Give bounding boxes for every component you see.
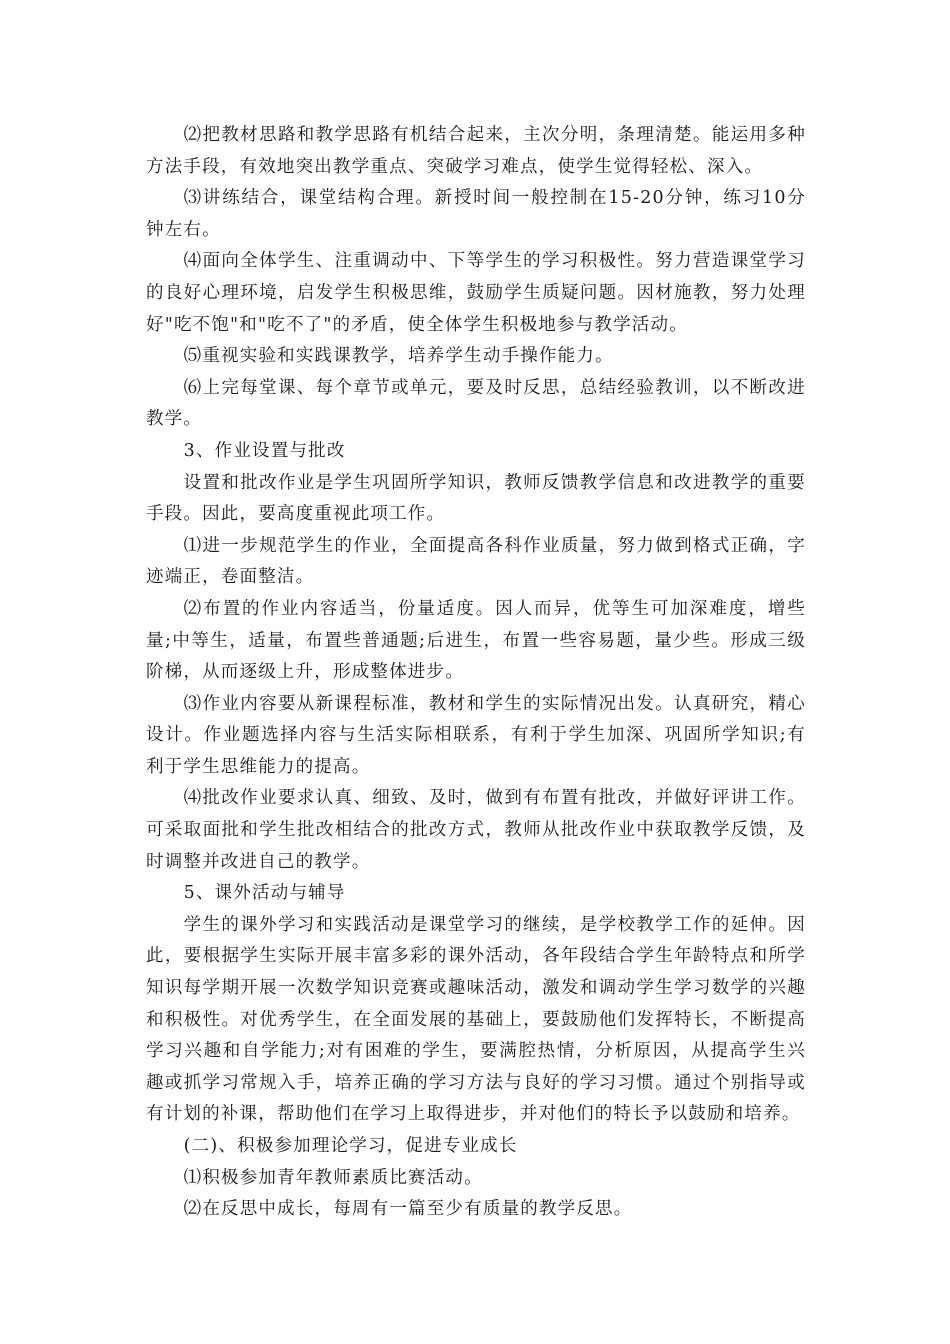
paragraph-homework-grading: ⑷批改作业要求认真、细致、及时，做到有布置有批改，并做好评讲工作。可采取面批和学生批改相结合的批改方式，教师从批改作业中获取教学反馈，及时调整并改进自己的教学。 [146,788,806,872]
paragraph-method-combination: ⑵把教材思路和教学思路有机结合起来，主次分明，条理清楚。能运用多种方法手段，有效地突出教学重点、突破学习难点，使学生觉得轻松、深入。 [146,125,806,177]
paragraph-all-students: ⑷面向全体学生、注重调动中、下等学生的学习积极性。努力营造课堂学习的良好心理环境，启发学生积极思维，鼓励学生质疑问题。因材施教，努力处理好"吃不饱"和"吃不了"的矛盾，使全体学生积极地参与教学活动。 [146,251,806,335]
paragraph-lecture-practice: ⑶讲练结合，课堂结构合理。新授时间一般控制在15-20分钟，练习10分钟左右。 [146,188,806,240]
document-body [146,120,806,1226]
paragraph-competition: ⑴积极参加青年教师素质比赛活动。 [183,1167,483,1188]
paragraph-homework-standard: ⑴进一步规范学生的作业，全面提高各科作业质量，努力做到格式正确，字迹端正，卷面整洁。 [146,535,806,588]
paragraph-weekly-reflection: ⑵在反思中成长，每周有一篇至少有质量的教学反思。 [183,1199,633,1220]
paragraph-homework-intro: 设置和批改作业是学生巩固所学知识，教师反馈教学信息和改进教学的重要手段。因此，要高度重视此项工作。 [146,472,806,525]
paragraph-homework-amount: ⑵布置的作业内容适当，份量适度。因人而异，优等生可加深难度，增些量;中等生，适量，布置些普通题;后进生，布置一些容易题，量少些。形成三级阶梯，从而逐级上升，形成整体进步。 [146,598,806,683]
paragraph-activities: 学生的课外学习和实践活动是课堂学习的继续，是学校教学工作的延伸。因此，要根据学生实际开展丰富多彩的课外活动，各年段结合学生年龄特点和所学知识每学期开展一次数学知识竞赛或趣味活动，激发和调动学生学习数学的兴趣和积极性。对优秀学生，在全面发展的基础上，要鼓励他们发挥特长，不断提高学习兴趣和自学能力;对有困难的学生，要满腔热情，分析原因，从提高学生兴趣或抓学习常规入手，培养正确的学习方法与良好的学习习惯。通过个别指导或有计划的补课，帮助他们在学习上取得进步，并对他们的特长予以鼓励和培养。 [146,914,806,1125]
section-heading-theory-study: (二)、积极参加理论学习，促进专业成长 [183,1136,518,1156]
paragraph-experiment-practice: ⑸重视实验和实践课教学，培养学生动手操作能力。 [183,346,614,367]
section-heading-homework: 3、作业设置与批改 [183,440,346,461]
section-heading-activities: 5、课外活动与辅导 [183,883,346,904]
paragraph-reflection: ⑹上完每堂课、每个章节或单元，要及时反思，总结经验教训，以不断改进教学。 [146,377,806,430]
paragraph-homework-content: ⑶作业内容要从新课程标准，教材和学生的实际情况出发。认真研究，精心设计。作业题选择内容与生活实际相联系，有利于学生加深、巩固所学知识;有利于学生思维能力的提高。 [146,693,806,777]
